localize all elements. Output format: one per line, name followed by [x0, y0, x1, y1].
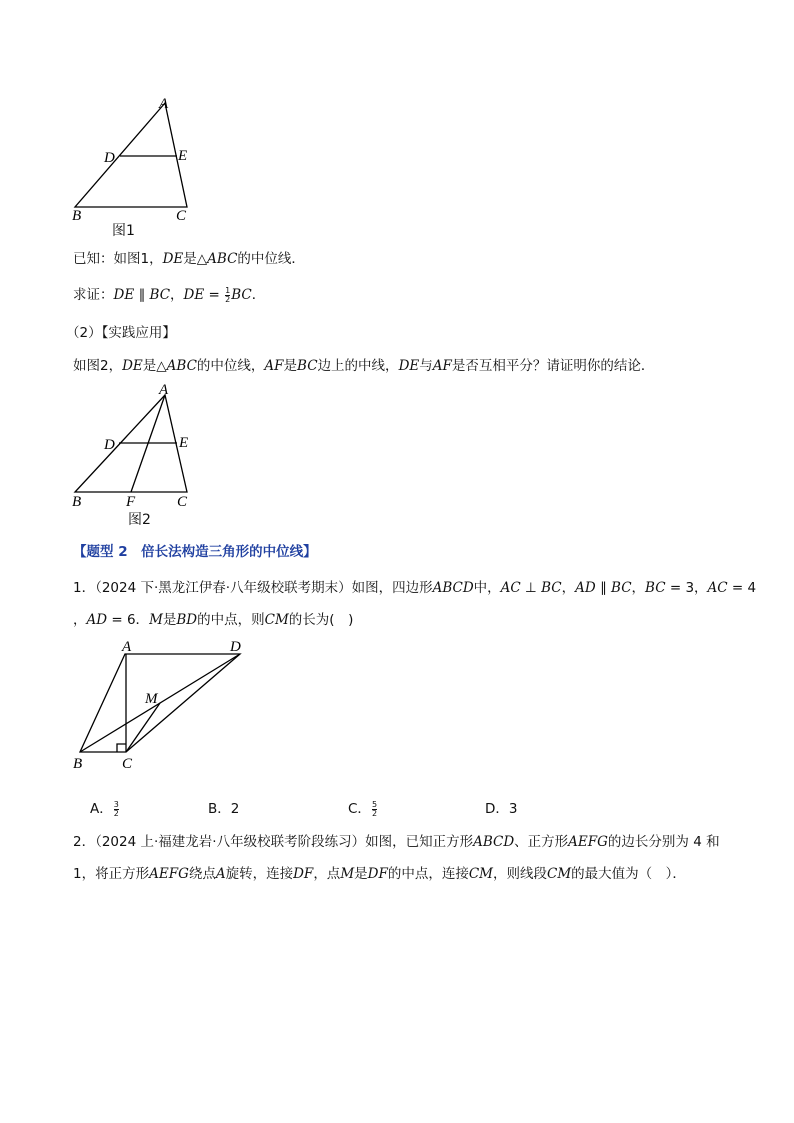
- equals: =: [204, 287, 225, 303]
- fraction: [114, 801, 119, 818]
- numerator: 5: [371, 799, 378, 809]
- text: 的长为( ): [288, 612, 354, 628]
- text: 2．（2024 上·福建龙岩·八年级校联考阶段练习）如图，已知正方形: [73, 834, 474, 850]
- choice-label: C．: [348, 801, 371, 817]
- perp-symbol: ⊥: [520, 580, 542, 596]
- denominator: 2: [371, 808, 378, 818]
- text: 是: [283, 358, 298, 374]
- numerator: 1: [225, 285, 231, 295]
- label-e: E: [178, 148, 188, 164]
- label-e: E: [179, 435, 189, 451]
- text: 绕点: [188, 866, 216, 882]
- text: ，则线段: [493, 866, 547, 882]
- label-d: D: [104, 437, 115, 453]
- text: 是△: [142, 358, 167, 374]
- math: BC: [297, 358, 318, 374]
- text: 的最大值为（ ）．: [571, 866, 686, 882]
- text: 已知：如图1，: [73, 251, 163, 267]
- section-heading: 【题型 2 倍长法构造三角形的中位线】: [73, 544, 317, 560]
- text: 的中位线．: [237, 251, 305, 267]
- choice-label: A．: [90, 801, 113, 817]
- math: DF: [293, 866, 314, 882]
- math: AF: [432, 358, 452, 374]
- figure-1: [60, 90, 220, 240]
- text: = 3，: [665, 580, 708, 596]
- math: AEFG: [568, 834, 608, 850]
- label-d: D: [230, 639, 241, 655]
- math-bc: BC: [149, 287, 171, 303]
- label-f: F: [126, 494, 136, 510]
- figure-q1: [65, 640, 265, 775]
- part-2-title: （2）【实践应用】: [66, 325, 176, 341]
- math-de: DE: [113, 287, 135, 303]
- math-abc: ABC: [207, 251, 238, 267]
- text: 中，: [473, 580, 501, 596]
- label-b: B: [72, 208, 82, 224]
- math: ABCD: [473, 834, 515, 850]
- text: 如图2，: [73, 358, 123, 374]
- label-a: A: [159, 96, 169, 112]
- text: 是△: [183, 251, 208, 267]
- text: ，: [73, 612, 87, 628]
- text: ，: [170, 287, 184, 303]
- math-de: DE: [183, 287, 205, 303]
- q1-line-1: [73, 578, 756, 598]
- math: CM: [468, 866, 493, 882]
- text: 与: [419, 358, 433, 374]
- choice-b[interactable]: B．2: [208, 801, 240, 817]
- text: ，: [631, 580, 646, 596]
- text: 1．（2024 下·黑龙江伊春·八年级校联考期末）如图，四边形: [73, 580, 433, 596]
- math: AD: [86, 612, 108, 628]
- figure-2: [60, 380, 220, 520]
- choice-d[interactable]: D．3: [485, 801, 518, 817]
- text: ，点: [313, 866, 341, 882]
- figure-2-caption: 图2: [128, 512, 151, 528]
- text: 的中点，连接: [387, 866, 469, 882]
- parallel-symbol: ∥: [595, 580, 612, 596]
- given-line: [73, 249, 305, 269]
- math: AD: [575, 580, 596, 596]
- fraction-half: [225, 287, 230, 304]
- label-c: C: [122, 756, 133, 772]
- math: M: [340, 866, 355, 882]
- text: 求证：: [73, 287, 114, 303]
- math: BC: [645, 580, 666, 596]
- text: 是: [354, 866, 368, 882]
- math: AC: [707, 580, 728, 596]
- text: 1，将正方形: [73, 866, 150, 882]
- math: A: [215, 866, 226, 882]
- math: DF: [367, 866, 388, 882]
- label-a: A: [159, 382, 169, 398]
- text: 、正方形: [514, 834, 569, 850]
- label-c: C: [176, 208, 187, 224]
- q1-line-2: [73, 610, 353, 630]
- choice-c[interactable]: [348, 797, 378, 818]
- math: DE: [122, 358, 143, 374]
- text: = 6．: [107, 612, 150, 628]
- math: CM: [264, 612, 289, 628]
- text: 旋转，连接: [225, 866, 294, 882]
- parallel-symbol: ∥: [134, 287, 150, 303]
- denominator: 2: [225, 294, 231, 304]
- figure-1-caption: 图1: [112, 223, 135, 239]
- math: AC: [500, 580, 521, 596]
- math: BD: [176, 612, 198, 628]
- math-bc: BC: [231, 287, 252, 303]
- math: AEFG: [149, 866, 189, 882]
- math: BC: [541, 580, 562, 596]
- text: = 4: [727, 580, 757, 596]
- text: 的中点，则: [197, 612, 265, 628]
- math: DE: [398, 358, 420, 374]
- fraction: [372, 801, 377, 818]
- text: 的中位线，: [196, 358, 265, 374]
- denominator: 2: [113, 808, 119, 818]
- text: ．: [251, 287, 266, 303]
- numerator: 3: [113, 799, 119, 809]
- label-a: A: [122, 639, 132, 655]
- label-c: C: [177, 494, 188, 510]
- math: CM: [547, 866, 572, 882]
- label-b: B: [73, 756, 83, 772]
- prove-line: [73, 285, 265, 305]
- q2-line-2: [73, 864, 686, 884]
- text: 边上的中线，: [317, 358, 399, 374]
- choice-a[interactable]: [90, 797, 120, 818]
- label-d: D: [104, 150, 115, 166]
- text: ，: [561, 580, 576, 596]
- text: 是否互相平分？请证明你的结论．: [451, 358, 655, 374]
- triangle-abc: [75, 103, 187, 207]
- math-de: DE: [162, 251, 184, 267]
- math: M: [149, 612, 163, 628]
- q2-line-1: [73, 832, 720, 852]
- part-2-question: [73, 356, 654, 376]
- math: BC: [611, 580, 632, 596]
- math: ABC: [166, 358, 197, 374]
- text: 是: [162, 612, 177, 628]
- label-b: B: [72, 494, 82, 510]
- math: AF: [264, 358, 284, 374]
- math: ABCD: [432, 580, 474, 596]
- label-m: M: [145, 691, 158, 707]
- text: 的边长分别为 4 和: [607, 834, 720, 850]
- right-angle-mark: [117, 744, 126, 752]
